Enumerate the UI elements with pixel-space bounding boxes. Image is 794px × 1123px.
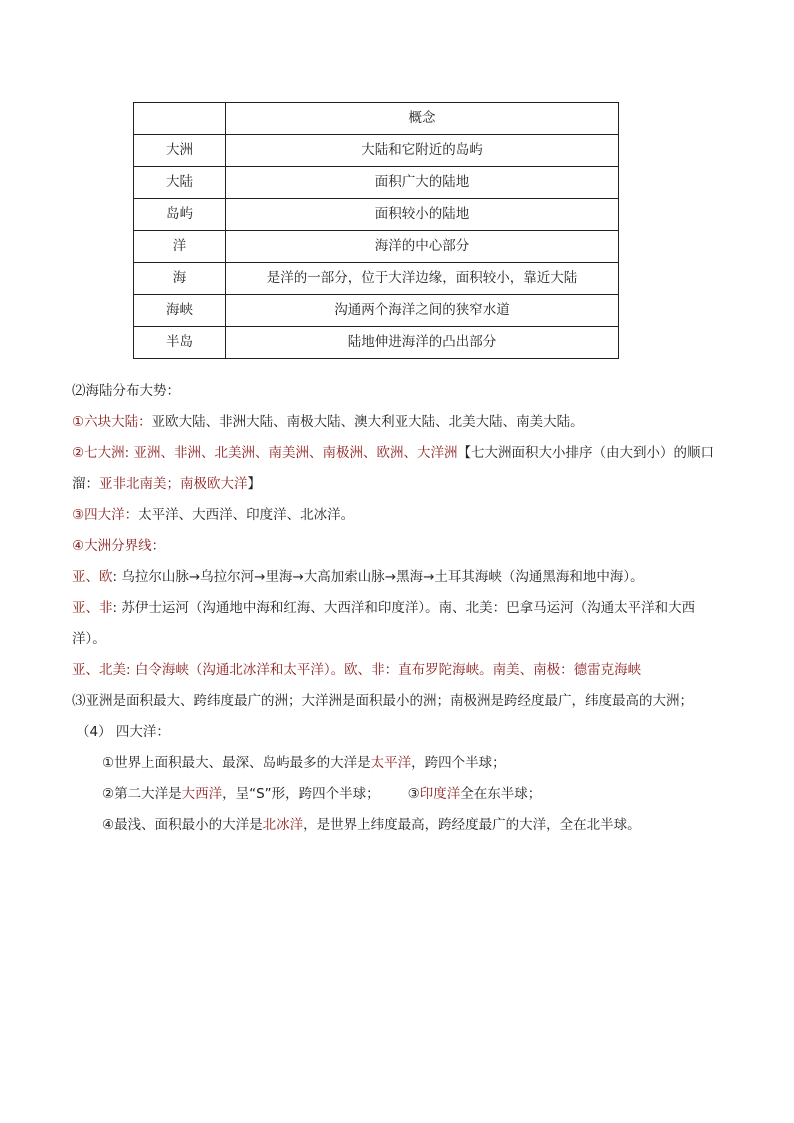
table-row [134, 231, 619, 263]
atlantic-ocean-highlight: 大西洋 [181, 786, 223, 802]
term-cell: 海 [134, 263, 226, 295]
definition-cell: 陆地伸进海洋的凸出部分 [226, 327, 619, 359]
ocean-fact-3-text: ③ [407, 786, 420, 802]
boundary-asia-namerica-label: 亚、北美 [72, 662, 126, 678]
arctic-ocean-highlight: 北冰洋 [262, 817, 304, 833]
concept-table [133, 102, 619, 359]
boundary-asia-africa-text: : 苏伊士运河（沟通地中海和红海、大西洋和印度洋）。南、北美：巴拿马运河（沟通太平洋和大西洋）。 [72, 600, 696, 647]
mnemonic-note-end: 】 [247, 476, 261, 492]
term-cell: 大洲 [134, 135, 226, 167]
table-row [134, 135, 619, 167]
seven-continents-label: ②七大洲: [72, 445, 130, 461]
ocean-fact-1-end: ，跨四个半球； [411, 755, 506, 771]
table-header-row [134, 103, 619, 135]
notes-content [72, 376, 728, 841]
table-row [134, 199, 619, 231]
boundary-asia-namerica [72, 655, 728, 686]
ocean-fact-2-text: ②第二大洋是 [102, 786, 182, 802]
definition-cell: 是洋的一部分，位于大洋边缘，面积较小，靠近大陆 [226, 263, 619, 295]
ocean-fact-1 [72, 748, 728, 779]
boundary-asia-europe-label: 亚、欧 [72, 569, 113, 585]
ocean-fact-4-end: ，是世界上纬度最高，跨经度最广的大洋，全在北半球。 [303, 817, 641, 833]
term-cell: 大陆 [134, 167, 226, 199]
ocean-fact-2-end: ，呈“S”形，跨四个半球； [222, 786, 380, 802]
mnemonic-text: 亚非北南美；南极欧大洋 [99, 476, 248, 492]
indian-ocean-highlight: 印度洋 [419, 786, 461, 802]
section-3-text: ⑶亚洲是面积最大、跨纬度最广的洲；大洋洲是面积最小的洲；南极洲是跨经度最广，纬度最高的大洲； [72, 693, 693, 709]
definition-cell: 沟通两个海洋之间的狭窄水道 [226, 295, 619, 327]
definition-cell: 海洋的中心部分 [226, 231, 619, 263]
term-cell: 半岛 [134, 327, 226, 359]
boundary-label: ④大洲分界线： [72, 538, 166, 554]
definition-cell: 面积较小的陆地 [226, 199, 619, 231]
ocean-fact-4 [72, 810, 728, 841]
term-cell: 岛屿 [134, 199, 226, 231]
ocean-fact-2-3 [72, 779, 728, 810]
continents-label: ①六块大陆： [72, 414, 152, 430]
ocean-fact-4-text: ④最浅、面积最小的大洋是 [102, 817, 263, 833]
four-oceans-line [72, 500, 728, 531]
four-oceans-label: ③四大洋： [72, 507, 139, 523]
ocean-fact-3-end: 全在东半球； [460, 786, 542, 802]
boundary-asia-europe [72, 562, 728, 593]
boundary-asia-europe-text: : 乌拉尔山脉→乌拉尔河→里海→大高加索山脉→黑海→土耳其海峡（沟通黑海和地中海）。 [112, 569, 644, 585]
term-cell: 海峡 [134, 295, 226, 327]
table-header-cell [134, 103, 226, 135]
term-cell: 洋 [134, 231, 226, 263]
continents-text: 亚欧大陆、非洲大陆、南极大陆、澳大利亚大陆、北美大陆、南美大陆。 [151, 414, 584, 430]
section-2-heading: ⑵海陆分布大势： [72, 383, 180, 399]
boundary-asia-africa-label: 亚、非 [72, 600, 113, 616]
mnemonic-note-start: 【七大洲面积大小排序（由大到小）的顺口溜： [72, 445, 714, 492]
definition-cell: 面积广大的陆地 [226, 167, 619, 199]
section-4-heading-text: （4） 四大洋： [76, 724, 170, 740]
seven-continents-list: 亚洲、非洲、北美洲、南美洲、南极洲、欧洲、大洋洲 [129, 445, 458, 461]
boundary-heading [72, 531, 728, 562]
definition-cell: 大陆和它附近的岛屿 [226, 135, 619, 167]
table-row [134, 295, 619, 327]
seven-continents-line [72, 438, 728, 500]
table-row [134, 263, 619, 295]
table-header-cell: 概念 [226, 103, 619, 135]
boundary-asia-africa [72, 593, 728, 655]
boundary-asia-namerica-text: : 白令海峡（沟通北冰洋和太平洋）。欧、非：直布罗陀海峡。南美、南极：德雷克海峡 [126, 662, 642, 678]
table-row [134, 167, 619, 199]
ocean-fact-1-text: ①世界上面积最大、最深、岛屿最多的大洋是 [102, 755, 371, 771]
table-row [134, 327, 619, 359]
four-oceans-text: 太平洋、大西洋、印度洋、北冰洋。 [138, 507, 355, 523]
pacific-ocean-highlight: 太平洋 [370, 755, 412, 771]
continents-line [72, 407, 728, 438]
section-4-heading [72, 717, 728, 748]
